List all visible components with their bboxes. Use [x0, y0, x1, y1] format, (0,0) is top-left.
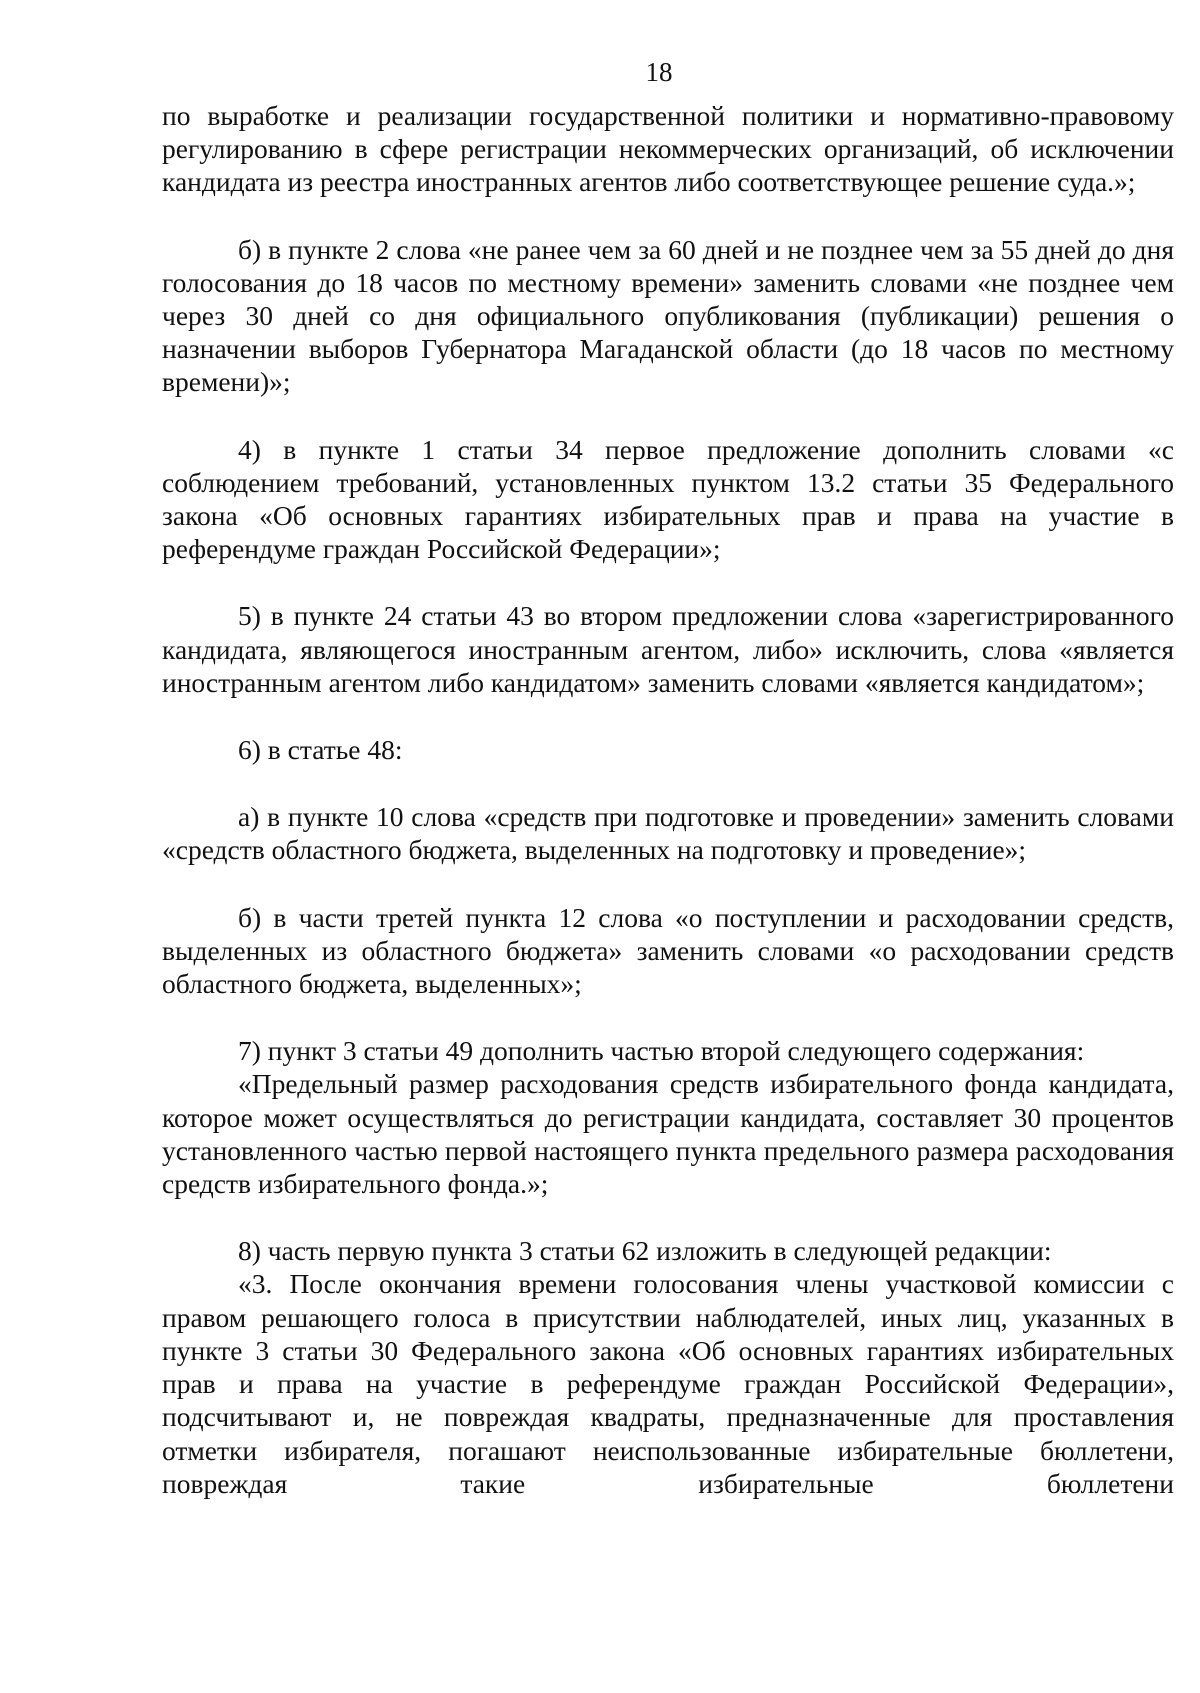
paragraph-item-8: 8) часть первую пункта 3 статьи 62 изложить в следующей редакции:: [238, 1235, 1052, 1267]
paragraph-item-6b: б) в части третей пункта 12 слова «о поступлении и расходовании средств, выделенных из областного бюджета» заменить словами «о расходовании средств областного бюджета, выделенных»;: [162, 901, 1174, 1000]
paragraph-continuation: по выработке и реализации государственной политики и нормативно-правовому регулированию в сфере регистрации некоммерческих организаций, об исключении кандидата из реестра иностранных агентов либо соответствующее решение суда.»;: [162, 100, 1174, 198]
paragraph-item-5: 5) в пункте 24 статьи 43 во втором предложении слова «зарегистрированного кандидата, являющегося иностранным агентом, либо» исключить, слова «является иностранным агентом либо кандидатом» заменить словами «является кандидатом»;: [162, 600, 1174, 698]
paragraph-item-6a: а) в пункте 10 слова «средств при подготовке и проведении» заменить словами «средств областного бюджета, выделенных на подготовку и проведение»;: [162, 801, 1174, 866]
paragraph-item-6: 6) в статье 48:: [238, 734, 403, 766]
paragraph-item-7: 7) пункт 3 статьи 49 дополнить частью второй следующего содержания:: [238, 1035, 1085, 1067]
document-body: [162, 99, 1174, 1500]
paragraph-item-b-point-2: б) в пункте 2 слова «не ранее чем за 60 дней и не позднее чем за 55 дней до дня голосования до 18 часов по местному времени» заменить словами «не позднее чем через 30 дней со дня официального опубликования (публикации) решения о назначении выборов Губернатора Магаданской области (до 18 часов по местному времени)»;: [162, 233, 1174, 398]
paragraph-item-7-quote: «Предельный размер расходования средств избирательного фонда кандидата, которое может осуществляться до регистрации кандидата, составляет 30 процентов установленного частью первой настоящего пункта предельного размера расходования средств избирательного фонда.»;: [162, 1068, 1174, 1200]
paragraph-item-4: 4) в пункте 1 статьи 34 первое предложение дополнить словами «с соблюдением требований, установленных пунктом 13.2 статьи 35 Федерального закона «Об основных гарантиях избирательных прав и права на участие в референдуме граждан Российской Федерации»;: [162, 433, 1174, 565]
paragraph-item-8-quote: «3. После окончания времени голосования члены участковой комиссии с правом решающего голоса в присутствии наблюдателей, иных лиц, указанных в пункте 3 статьи 30 Федерального закона «Об основных гарантиях избирательных прав и права на участие в референдуме граждан Российской Федерации», подсчитывают и, не повреждая квадраты, предназначенные для проставления отметки избирателя, погашают неиспользованные избирательные бюллетени, повреждая такие избирательные бюллетени: [162, 1268, 1174, 1499]
page-number: 18: [645, 57, 673, 87]
